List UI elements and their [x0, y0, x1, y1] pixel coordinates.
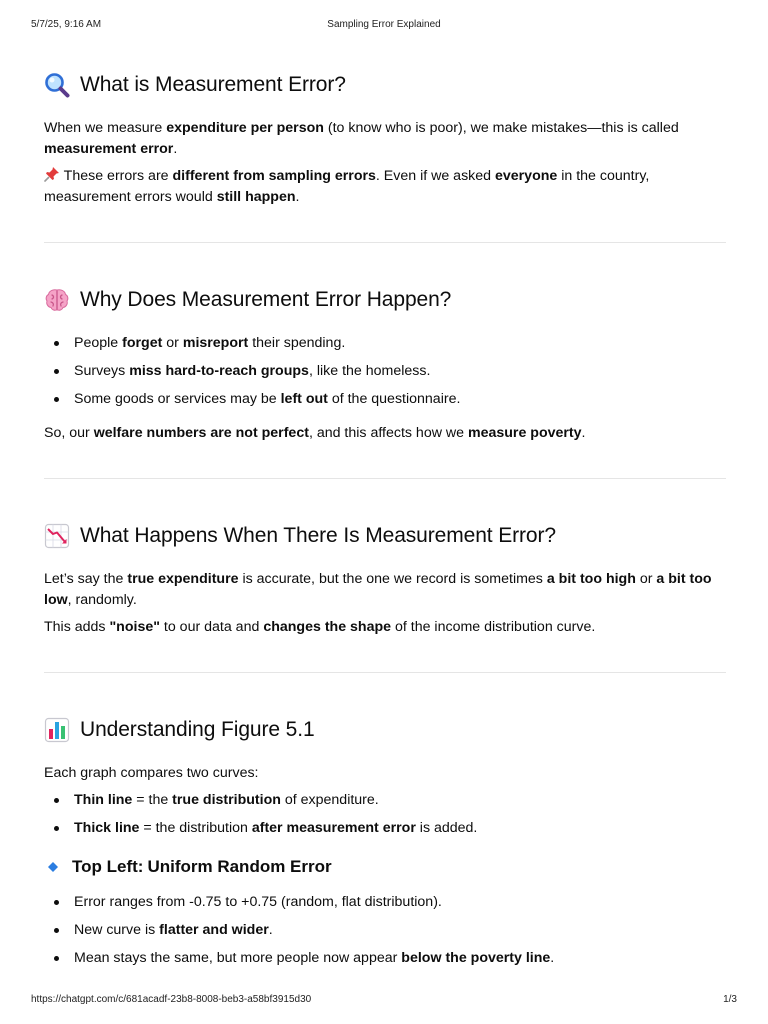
print-footer — [31, 994, 737, 1008]
section-heading-text: What is Measurement Error? — [80, 73, 346, 96]
list-item: Thin line = the true distribution of expenditure. — [44, 790, 726, 811]
page-url: https://chatgpt.com/c/681acadf-23b8-8008-beb3-a58bf3915d30 — [31, 994, 312, 1005]
section-heading-text: Why Does Measurement Error Happen? — [80, 288, 452, 311]
sub-heading-uniform-random-error: Top Left: Uniform Random Error — [44, 854, 726, 880]
paragraph: When we measure expenditure per person (to know who is poor), we make mistakes—this is called measurement error. — [44, 120, 679, 157]
paragraph: Each graph compares two curves: — [44, 765, 259, 781]
list-item: People forget or misreport their spending. — [44, 333, 726, 354]
blue-diamond-icon — [48, 862, 58, 872]
list-item: New curve is flatter and wider. — [44, 920, 726, 941]
list-item: Thick line = the distribution after measurement error is added. — [44, 818, 726, 839]
paragraph: So, our welfare numbers are not perfect, and this affects how we measure poverty. — [44, 425, 586, 441]
list-item: Mean stays the same, but more people now appear below the poverty line. — [44, 948, 726, 969]
bullet-list — [44, 333, 726, 410]
section-heading-text: What Happens When There Is Measurement Error? — [80, 524, 556, 547]
paragraph: Let’s say the true expenditure is accurate, but the one we record is sometimes a bit too high or a bit too low, randomly. — [44, 571, 712, 608]
section-heading-text: Understanding Figure 5.1 — [80, 718, 315, 741]
bar-chart-icon — [44, 717, 70, 743]
list-item: Error ranges from -0.75 to +0.75 (random, flat distribution). — [44, 892, 726, 913]
bullet-list — [44, 892, 726, 969]
paragraph: This adds "noise" to our data and changes the shape of the income distribution curve. — [44, 619, 596, 635]
document-content — [44, 66, 726, 976]
bullet-list — [44, 790, 726, 839]
section-heading-why-does-measurement-error-happen — [44, 281, 726, 319]
list-item: Surveys miss hard-to-reach groups, like the homeless. — [44, 361, 726, 382]
section-heading-what-is-measurement-error — [44, 66, 726, 104]
page-number: 1/3 — [723, 994, 737, 1005]
print-header — [31, 19, 737, 33]
section-heading-what-happens-with-measurement-error — [44, 517, 726, 555]
print-datetime: 5/7/25, 9:16 AM — [31, 19, 102, 30]
list-item: Some goods or services may be left out of the questionnaire. — [44, 389, 726, 410]
print-title: Sampling Error Explained — [327, 19, 441, 30]
magnifying-glass-icon — [44, 72, 70, 98]
paragraph: These errors are different from sampling errors. Even if we asked everyone in the country, measurement errors would still happen. — [44, 168, 650, 205]
chart-decreasing-icon — [44, 523, 70, 549]
pushpin-icon — [44, 166, 60, 182]
brain-icon — [44, 287, 70, 313]
section-heading-understanding-figure — [44, 711, 726, 749]
